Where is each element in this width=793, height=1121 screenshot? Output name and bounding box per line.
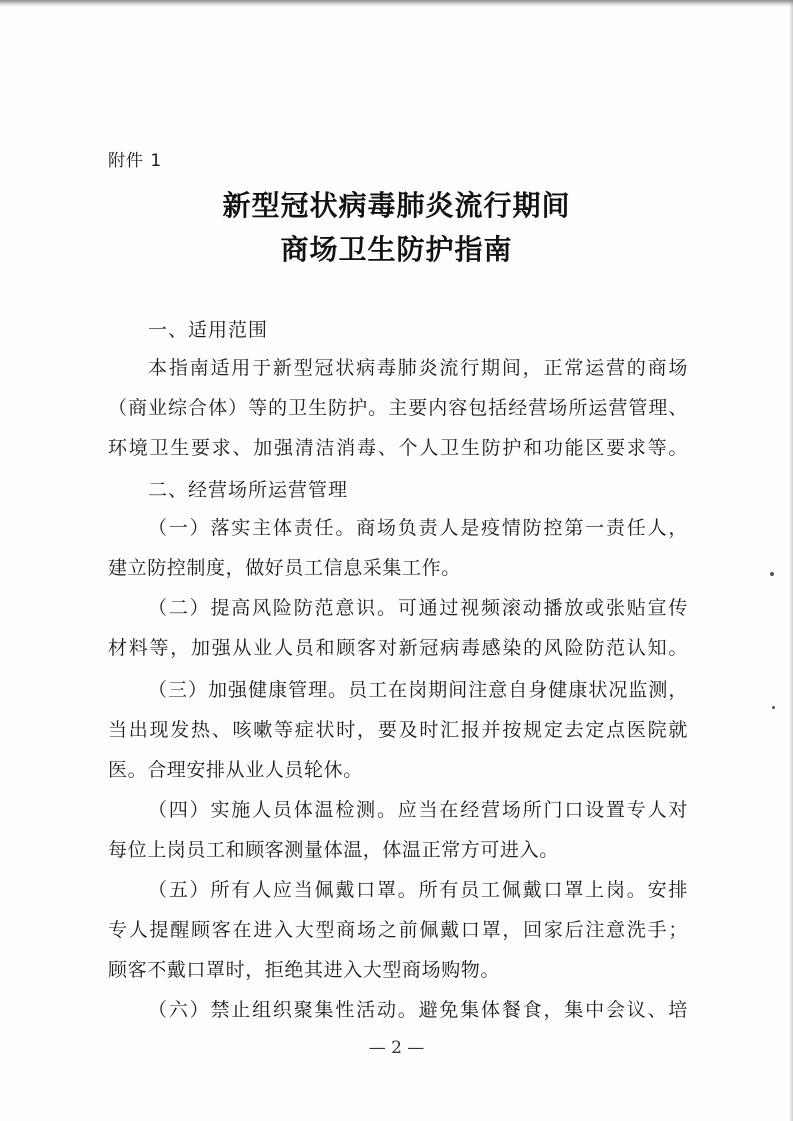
paragraph-line: 建立防控制度，做好员工信息采集工作。 xyxy=(108,557,461,579)
document-title-line-1: 新型冠状病毒肺炎流行期间 xyxy=(222,189,571,222)
paragraph-line: 每位上岗员工和顾客测量体温，体温正常方可进入。 xyxy=(108,839,559,861)
paragraph-line: 本指南适用于新型冠状病毒肺炎流行期间，正常运营的商场 xyxy=(148,357,688,379)
paragraph-line: 医。合理安排从业人员轮休。 xyxy=(108,759,363,781)
document-title-line-2: 商场卫生防护指南 xyxy=(280,233,513,266)
paragraph-line: 专人提醒顾客在进入大型商场之前佩戴口罩，回家后注意洗手； xyxy=(108,919,688,941)
paragraph-line: 当出现发热、咳嗽等症状时，要及时汇报并按规定去定点医院就 xyxy=(108,719,688,741)
paragraph-line: （二）提高风险防范意识。可通过视频滚动播放或张贴宣传 xyxy=(148,597,688,619)
paragraph-line: （四）实施人员体温检测。应当在经营场所门口设置专人对 xyxy=(148,799,688,821)
paragraph-line: 顾客不戴口罩时，拒绝其进入大型商场购物。 xyxy=(108,959,501,981)
section-heading-operations: 二、经营场所运营管理 xyxy=(148,479,349,501)
paragraph-line: 环境卫生要求、加强清洁消毒、个人卫生防护和功能区要求等。 xyxy=(108,437,688,459)
attachment-label: 附件 1 xyxy=(108,151,163,171)
paragraph-line: 材料等，加强从业人员和顾客对新冠病毒感染的风险防范认知。 xyxy=(108,637,688,659)
scan-speck xyxy=(770,572,774,576)
page-number: — 2 — xyxy=(368,1038,425,1058)
scan-edge-right xyxy=(789,0,793,1121)
paragraph-line: （商业综合体）等的卫生防护。主要内容包括经营场所运营管理、 xyxy=(108,397,688,419)
scan-speck xyxy=(772,706,775,709)
paragraph-line: （五）所有人应当佩戴口罩。所有员工佩戴口罩上岗。安排 xyxy=(148,879,688,901)
section-heading-scope: 一、适用范围 xyxy=(148,319,269,341)
paragraph-line: （一）落实主体责任。商场负责人是疫情防控第一责任人， xyxy=(148,517,688,539)
paragraph-line: （三）加强健康管理。员工在岗期间注意自身健康状况监测， xyxy=(148,679,688,701)
scan-edge-top xyxy=(0,0,793,7)
paragraph-line: （六）禁止组织聚集性活动。避免集体餐食，集中会议、培 xyxy=(148,999,688,1021)
